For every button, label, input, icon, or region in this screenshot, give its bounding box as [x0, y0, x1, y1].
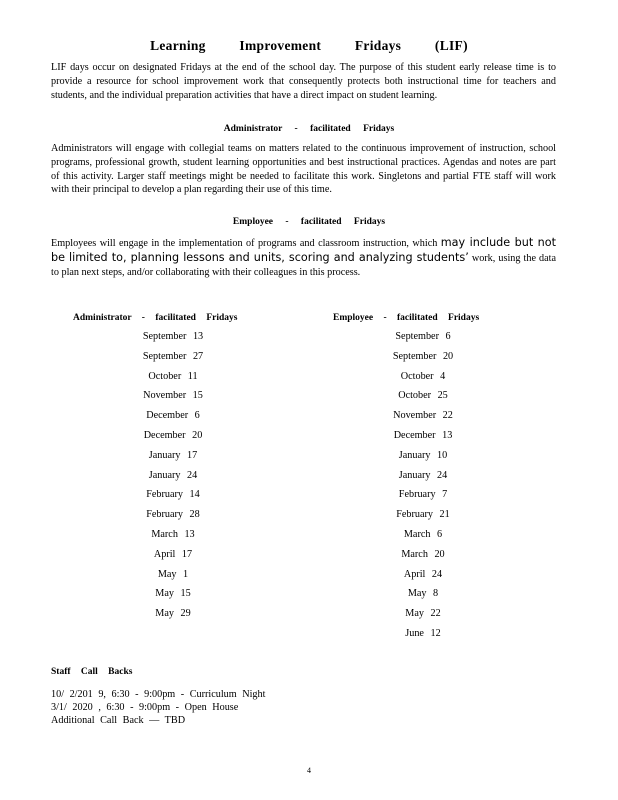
employee-section-heading: Employee - facilitated Fridays — [232, 217, 386, 227]
admin-date-item: May 15 — [155, 588, 191, 600]
admin-date-item: October 11 — [148, 370, 198, 382]
employee-date-item: April 24 — [403, 568, 443, 580]
admin-date-item: May 29 — [155, 608, 191, 620]
admin-date-item: January 17 — [148, 449, 198, 461]
employee-date-item: June 12 — [405, 627, 441, 639]
employee-date-item: May 8 — [407, 588, 439, 600]
employee-date-item: January 24 — [398, 469, 448, 481]
admin-section-heading: Administrator - facilitated Fridays — [223, 124, 395, 134]
employee-date-item: February 21 — [396, 509, 450, 521]
admin-date-item: September 13 — [142, 331, 204, 342]
admin-date-item: March 13 — [151, 528, 195, 540]
callback-item: Additional Call Back — TBD — [51, 715, 186, 727]
page-title: Learning Improvement Fridays (LIF) — [150, 38, 468, 53]
employee-schedule-heading: Employee - facilitated Fridays — [333, 313, 480, 323]
admin-date-item: May 1 — [157, 568, 189, 580]
staff-callbacks-heading: Staff Call Backs — [51, 667, 133, 677]
callback-item: 10/ 2/201 9, 6:30 - 9:00pm - Curriculum Night — [51, 689, 266, 700]
employee-date-item: October 4 — [400, 370, 446, 382]
admin-date-item: April 17 — [153, 548, 193, 560]
employee-date-item: March 6 — [403, 528, 443, 540]
employee-date-list — [363, 327, 483, 644]
admin-date-item: December 20 — [143, 429, 203, 441]
admin-schedule-heading: Administrator - facilitated Fridays — [73, 313, 238, 323]
admin-date-item: January 24 — [148, 469, 198, 481]
employee-date-item: November 22 — [393, 410, 453, 422]
admin-section-paragraph: Administrators will engage with collegial teams on matters related to the continuous improvement of instruction, school programs, professional growth, student learning opportunities and best instructional practices. Agendas and notes are part of this activity. Larger staff meetings might be needed to facilitate this work. Singletons and partial FTE staff will work with their principal to develop a plan regarding their use of this time. — [51, 143, 556, 196]
callback-item: 3/1/ 2020 , 6:30 - 9:00pm - Open House — [51, 702, 239, 714]
employee-text-part2: work, using the data to plan next steps, and/or collaborating with their colleagues in this process. — [51, 252, 557, 278]
employee-date-item: October 25 — [398, 390, 448, 402]
employee-date-item: May 22 — [405, 608, 441, 620]
admin-date-item: December 6 — [146, 410, 200, 422]
intro-paragraph: LIF days occur on designated Fridays at the end of the school day. The purpose of this student early release time is to provide a resource for school improvement work that consequently protects both instructional time for teachers and students, and the individual preparation activities that have a direct impact on student learning. — [51, 62, 556, 101]
employee-section-paragraph — [51, 236, 556, 279]
employee-date-item: September 6 — [395, 331, 451, 342]
employee-date-item: February 7 — [398, 489, 448, 501]
admin-date-item: February 14 — [146, 489, 200, 501]
employee-text-emphasis: may include but not be limited to, planning lessons and units, scoring and analyzing students’ — [51, 236, 556, 264]
admin-date-item: November 15 — [143, 390, 203, 402]
employee-date-item: March 20 — [401, 548, 445, 560]
employee-date-item: December 13 — [393, 429, 453, 441]
admin-date-list — [113, 327, 233, 624]
page-number: 4 — [307, 766, 311, 775]
employee-date-item: September 20 — [392, 350, 454, 362]
staff-callbacks-list — [51, 688, 265, 728]
admin-date-item: February 28 — [146, 509, 200, 521]
employee-text-part1: Employees will engage in the implementation of programs and classroom instruction, which — [51, 238, 438, 249]
admin-date-item: September 27 — [142, 350, 204, 362]
employee-date-item: January 10 — [398, 449, 448, 461]
